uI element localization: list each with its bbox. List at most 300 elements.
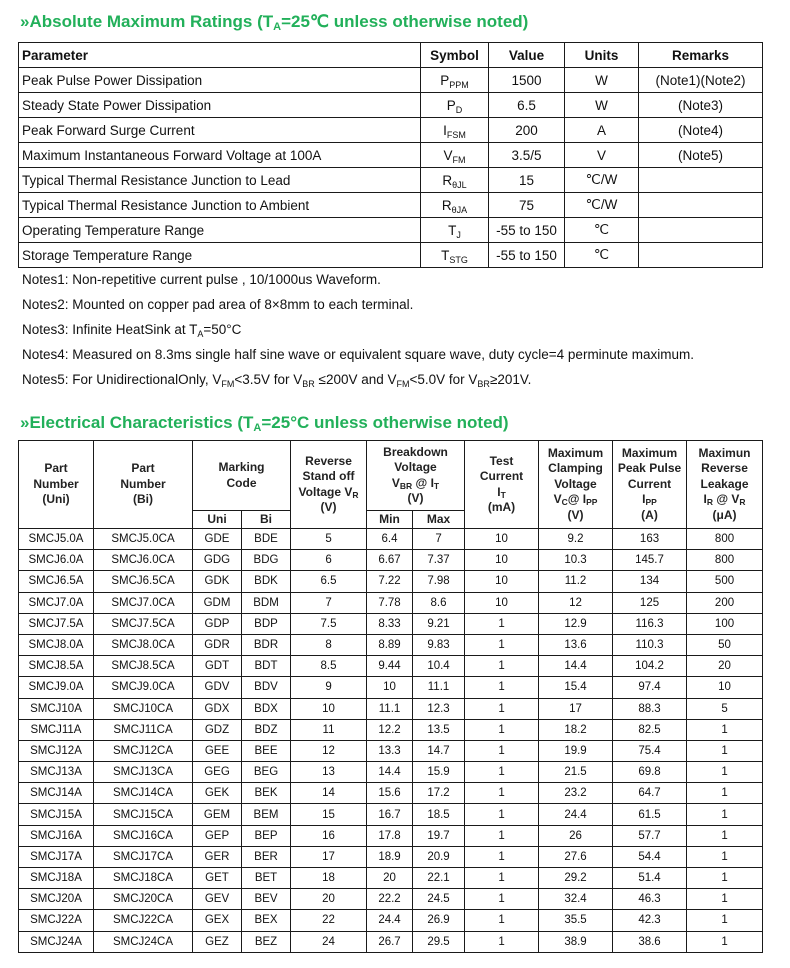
cell-marking-uni: GEK — [193, 783, 242, 804]
cell-vbr-min: 6.4 — [367, 529, 413, 550]
cell-units: ℃ — [565, 243, 639, 268]
cell-value: 200 — [489, 118, 565, 143]
title-text: »Absolute Maximum Ratings (T — [20, 12, 274, 31]
cell-vbr-min: 6.67 — [367, 550, 413, 571]
note-text: ≤200V and V — [314, 372, 397, 387]
cell-part-uni: SMCJ20A — [19, 889, 94, 910]
cell-ipp: 57.7 — [613, 825, 687, 846]
cell-vbr-min: 17.8 — [367, 825, 413, 846]
cell-vbr-max: 13.5 — [413, 719, 465, 740]
cell-vbr-min: 9.44 — [367, 656, 413, 677]
cell-vbr-max: 20.9 — [413, 846, 465, 867]
cell-marking-uni: GEZ — [193, 931, 242, 952]
cell-marking-uni: GDZ — [193, 719, 242, 740]
cell-part-bi: SMCJ6.5CA — [94, 571, 193, 592]
note-2: Notes2: Mounted on copper pad area of 8×8mm to each terminal. — [22, 297, 414, 312]
cell-marking-bi: BET — [242, 868, 291, 889]
cell-marking-bi: BDZ — [242, 719, 291, 740]
table-row — [19, 613, 763, 634]
cell-ir: 500 — [687, 571, 763, 592]
cell-vbr-min: 11.1 — [367, 698, 413, 719]
cell-ipp: 64.7 — [613, 783, 687, 804]
cell-units: W — [565, 68, 639, 93]
cell-vbr-min: 8.89 — [367, 634, 413, 655]
cell-units: A — [565, 118, 639, 143]
cell-remarks — [639, 193, 763, 218]
cell-it: 1 — [465, 868, 539, 889]
cell-vr: 18 — [291, 868, 367, 889]
cell-parameter: Storage Temperature Range — [19, 243, 421, 268]
cell-part-uni: SMCJ8.5A — [19, 656, 94, 677]
cell-part-uni: SMCJ14A — [19, 783, 94, 804]
cell-vc: 18.2 — [539, 719, 613, 740]
cell-ir: 1 — [687, 804, 763, 825]
cell-vr: 7.5 — [291, 613, 367, 634]
cell-vr: 11 — [291, 719, 367, 740]
note-subscript: FM — [396, 379, 410, 389]
table-row — [19, 118, 763, 143]
cell-marking-uni: GDP — [193, 613, 242, 634]
cell-remarks: (Note3) — [639, 93, 763, 118]
cell-ipp: 61.5 — [613, 804, 687, 825]
absolute-max-ratings-table — [18, 42, 763, 268]
cell-ir: 1 — [687, 783, 763, 804]
cell-parameter: Typical Thermal Resistance Junction to Lead — [19, 168, 421, 193]
cell-marking-bi: BDK — [242, 571, 291, 592]
cell-part-bi: SMCJ22CA — [94, 910, 193, 931]
cell-part-bi: SMCJ18CA — [94, 868, 193, 889]
cell-ir: 50 — [687, 634, 763, 655]
cell-vc: 38.9 — [539, 931, 613, 952]
cell-vr: 8.5 — [291, 656, 367, 677]
cell-it: 1 — [465, 825, 539, 846]
cell-vbr-min: 8.33 — [367, 613, 413, 634]
cell-vbr-max: 15.9 — [413, 762, 465, 783]
note-text: =50°C — [203, 322, 242, 337]
cell-vbr-max: 9.83 — [413, 634, 465, 655]
cell-ir: 800 — [687, 550, 763, 571]
table-row — [19, 846, 763, 867]
cell-vr: 5 — [291, 529, 367, 550]
cell-symbol: $P_D$ — [421, 93, 489, 118]
table-header-row — [19, 43, 763, 68]
cell-it: 1 — [465, 804, 539, 825]
cell-marking-uni: GDX — [193, 698, 242, 719]
cell-part-bi: SMCJ8.5CA — [94, 656, 193, 677]
cell-part-uni: SMCJ6.5A — [19, 571, 94, 592]
cell-vbr-max: 26.9 — [413, 910, 465, 931]
note-1: Notes1: Non-repetitive current pulse , 10/1000us Waveform. — [22, 272, 381, 287]
cell-vbr-max: 8.6 — [413, 592, 465, 613]
electrical-characteristics-table — [18, 440, 763, 953]
note-3 — [22, 322, 241, 337]
cell-vbr-max: 17.2 — [413, 783, 465, 804]
cell-remarks — [639, 168, 763, 193]
cell-units: ℃/W — [565, 168, 639, 193]
cell-ipp: 145.7 — [613, 550, 687, 571]
cell-vc: 9.2 — [539, 529, 613, 550]
table-row — [19, 243, 763, 268]
cell-ipp: 54.4 — [613, 846, 687, 867]
cell-vbr-min: 16.7 — [367, 804, 413, 825]
table-row — [19, 825, 763, 846]
cell-part-bi: SMCJ9.0CA — [94, 677, 193, 698]
cell-marking-uni: GDM — [193, 592, 242, 613]
table-row — [19, 592, 763, 613]
title-text: =25℃ unless otherwise noted) — [281, 12, 529, 31]
cell-vbr-min: 12.2 — [367, 719, 413, 740]
cell-marking-bi: BDP — [242, 613, 291, 634]
cell-remarks — [639, 243, 763, 268]
cell-vc: 21.5 — [539, 762, 613, 783]
cell-it: 1 — [465, 698, 539, 719]
cell-part-uni: SMCJ13A — [19, 762, 94, 783]
cell-vc: 19.9 — [539, 740, 613, 761]
table-row — [19, 889, 763, 910]
header-test-current: Test Current $I_T$ (mA) — [465, 441, 539, 529]
cell-part-uni: SMCJ10A — [19, 698, 94, 719]
cell-vc: 10.3 — [539, 550, 613, 571]
cell-vbr-max: 18.5 — [413, 804, 465, 825]
cell-marking-uni: GDE — [193, 529, 242, 550]
cell-marking-bi: BEG — [242, 762, 291, 783]
cell-part-uni: SMCJ7.0A — [19, 592, 94, 613]
cell-ir: 1 — [687, 825, 763, 846]
cell-ipp: 46.3 — [613, 889, 687, 910]
table-row — [19, 931, 763, 952]
table-row — [19, 719, 763, 740]
cell-ir: 20 — [687, 656, 763, 677]
cell-marking-bi: BDE — [242, 529, 291, 550]
cell-vbr-min: 22.2 — [367, 889, 413, 910]
cell-ipp: 134 — [613, 571, 687, 592]
cell-symbol: $R_{\theta JA}$ — [421, 193, 489, 218]
cell-parameter: Maximum Instantaneous Forward Voltage at 100A — [19, 143, 421, 168]
cell-vc: 15.4 — [539, 677, 613, 698]
cell-marking-bi: BEK — [242, 783, 291, 804]
header-reverse-standoff-voltage: Reverse Stand off Voltage $V_R$ (V) — [291, 441, 367, 529]
header-max-peak-pulse-current: Maximum Peak Pulse Current $I_{PP}$ (A) — [613, 441, 687, 529]
cell-part-bi: SMCJ11CA — [94, 719, 193, 740]
cell-marking-uni: GER — [193, 846, 242, 867]
table-row — [19, 93, 763, 118]
note-4: Notes4: Measured on 8.3ms single half sine wave or equivalent square wave, duty cycle=4 perminute maximum. — [22, 347, 694, 362]
cell-vr: 6.5 — [291, 571, 367, 592]
cell-vbr-max: 11.1 — [413, 677, 465, 698]
cell-it: 1 — [465, 931, 539, 952]
cell-it: 10 — [465, 529, 539, 550]
cell-marking-bi: BEM — [242, 804, 291, 825]
header-marking-code: Marking Code — [193, 441, 291, 511]
cell-ipp: 110.3 — [613, 634, 687, 655]
cell-symbol: $T_{STG}$ — [421, 243, 489, 268]
note-text: Notes5: For UnidirectionalOnly, V — [22, 372, 222, 387]
cell-marking-bi: BDM — [242, 592, 291, 613]
cell-parameter: Typical Thermal Resistance Junction to Ambient — [19, 193, 421, 218]
header-marking-uni: Uni — [193, 511, 242, 529]
cell-symbol: $T_J$ — [421, 218, 489, 243]
table-row — [19, 698, 763, 719]
cell-value: -55 to 150 — [489, 218, 565, 243]
table-row — [19, 868, 763, 889]
cell-it: 10 — [465, 571, 539, 592]
cell-ir: 1 — [687, 868, 763, 889]
title-text: »Electrical Characteristics (T — [20, 413, 254, 432]
table-row — [19, 68, 763, 93]
cell-vc: 27.6 — [539, 846, 613, 867]
cell-part-bi: SMCJ13CA — [94, 762, 193, 783]
cell-marking-bi: BDX — [242, 698, 291, 719]
cell-marking-uni: GEP — [193, 825, 242, 846]
cell-value: 15 — [489, 168, 565, 193]
cell-parameter: Peak Pulse Power Dissipation — [19, 68, 421, 93]
cell-marking-uni: GDG — [193, 550, 242, 571]
cell-ipp: 51.4 — [613, 868, 687, 889]
cell-symbol: $V_{FM}$ — [421, 143, 489, 168]
header-part-number-bi: Part Number (Bi) — [94, 441, 193, 529]
cell-vbr-min: 10 — [367, 677, 413, 698]
cell-units: ℃/W — [565, 193, 639, 218]
cell-vbr-max: 22.1 — [413, 868, 465, 889]
cell-vr: 10 — [291, 698, 367, 719]
header-max-reverse-leakage: Maximun Reverse Leakage $I_R$ @ $V_R$ (μA) — [687, 441, 763, 529]
cell-ir: 1 — [687, 931, 763, 952]
cell-marking-uni: GDR — [193, 634, 242, 655]
cell-value: -55 to 150 — [489, 243, 565, 268]
header-units: Units — [565, 43, 639, 68]
cell-symbol: $P_{PPM}$ — [421, 68, 489, 93]
cell-vr: 14 — [291, 783, 367, 804]
cell-vbr-max: 19.7 — [413, 825, 465, 846]
cell-vbr-max: 24.5 — [413, 889, 465, 910]
cell-value: 6.5 — [489, 93, 565, 118]
cell-part-uni: SMCJ16A — [19, 825, 94, 846]
cell-vr: 16 — [291, 825, 367, 846]
cell-marking-bi: BEZ — [242, 931, 291, 952]
cell-ir: 1 — [687, 740, 763, 761]
cell-vc: 11.2 — [539, 571, 613, 592]
note-text: <5.0V for V — [409, 372, 478, 387]
cell-ir: 1 — [687, 889, 763, 910]
header-breakdown-voltage: Breakdown Voltage $V_{BR}$ @ $I_T$ (V) — [367, 441, 465, 511]
table-row — [19, 571, 763, 592]
cell-part-uni: SMCJ5.0A — [19, 529, 94, 550]
cell-vbr-min: 13.3 — [367, 740, 413, 761]
electrical-characteristics-title — [20, 413, 509, 433]
cell-parameter: Operating Temperature Range — [19, 218, 421, 243]
cell-ir: 10 — [687, 677, 763, 698]
cell-vbr-min: 14.4 — [367, 762, 413, 783]
table-row — [19, 143, 763, 168]
header-breakdown-max: Max — [413, 511, 465, 529]
cell-marking-bi: BEP — [242, 825, 291, 846]
cell-vc: 17 — [539, 698, 613, 719]
cell-marking-uni: GEG — [193, 762, 242, 783]
cell-vr: 8 — [291, 634, 367, 655]
title-subscript: A — [253, 422, 262, 434]
cell-it: 1 — [465, 910, 539, 931]
table-row — [19, 656, 763, 677]
cell-it: 10 — [465, 592, 539, 613]
table-row — [19, 634, 763, 655]
cell-it: 1 — [465, 846, 539, 867]
note-text: ≥201V. — [489, 372, 532, 387]
cell-vbr-min: 20 — [367, 868, 413, 889]
header-marking-bi: Bi — [242, 511, 291, 529]
cell-vr: 24 — [291, 931, 367, 952]
cell-it: 1 — [465, 783, 539, 804]
cell-marking-bi: BDR — [242, 634, 291, 655]
cell-vc: 12 — [539, 592, 613, 613]
cell-marking-uni: GEX — [193, 910, 242, 931]
table-row — [19, 550, 763, 571]
cell-ipp: 88.3 — [613, 698, 687, 719]
header-max-clamping-voltage: Maximum Clamping Voltage $V_C@$ $I_{PP}$ (V) — [539, 441, 613, 529]
cell-vr: 20 — [291, 889, 367, 910]
cell-part-bi: SMCJ15CA — [94, 804, 193, 825]
table-row — [19, 804, 763, 825]
cell-it: 1 — [465, 889, 539, 910]
cell-vbr-max: 9.21 — [413, 613, 465, 634]
cell-marking-uni: GDV — [193, 677, 242, 698]
cell-part-uni: SMCJ11A — [19, 719, 94, 740]
note-text: Notes3: Infinite HeatSink at T — [22, 322, 198, 337]
cell-it: 1 — [465, 634, 539, 655]
cell-ipp: 69.8 — [613, 762, 687, 783]
cell-part-bi: SMCJ20CA — [94, 889, 193, 910]
note-subscript: BR — [477, 379, 490, 389]
cell-part-bi: SMCJ24CA — [94, 931, 193, 952]
cell-marking-uni: GEE — [193, 740, 242, 761]
cell-ipp: 38.6 — [613, 931, 687, 952]
cell-marking-bi: BEV — [242, 889, 291, 910]
cell-vbr-max: 10.4 — [413, 656, 465, 677]
table-header-row — [19, 441, 763, 511]
cell-remarks: (Note4) — [639, 118, 763, 143]
cell-value: 3.5/5 — [489, 143, 565, 168]
cell-remarks: (Note5) — [639, 143, 763, 168]
table-row — [19, 783, 763, 804]
cell-ir: 5 — [687, 698, 763, 719]
cell-part-bi: SMCJ16CA — [94, 825, 193, 846]
cell-part-uni: SMCJ18A — [19, 868, 94, 889]
table-row — [19, 910, 763, 931]
cell-value: 75 — [489, 193, 565, 218]
cell-part-uni: SMCJ8.0A — [19, 634, 94, 655]
cell-part-bi: SMCJ7.0CA — [94, 592, 193, 613]
note-subscript: A — [197, 329, 204, 339]
cell-vc: 23.2 — [539, 783, 613, 804]
note-subscript: BR — [302, 379, 315, 389]
cell-marking-uni: GDK — [193, 571, 242, 592]
cell-part-bi: SMCJ10CA — [94, 698, 193, 719]
cell-marking-bi: BER — [242, 846, 291, 867]
table-row — [19, 529, 763, 550]
note-text: <3.5V for V — [234, 372, 303, 387]
cell-it: 1 — [465, 740, 539, 761]
cell-it: 1 — [465, 719, 539, 740]
cell-symbol: $I_{FSM}$ — [421, 118, 489, 143]
cell-part-uni: SMCJ12A — [19, 740, 94, 761]
table-row — [19, 740, 763, 761]
cell-vr: 17 — [291, 846, 367, 867]
cell-ir: 100 — [687, 613, 763, 634]
cell-vc: 12.9 — [539, 613, 613, 634]
cell-units: ℃ — [565, 218, 639, 243]
cell-part-bi: SMCJ7.5CA — [94, 613, 193, 634]
note-subscript: FM — [221, 379, 235, 389]
cell-remarks — [639, 218, 763, 243]
cell-vr: 6 — [291, 550, 367, 571]
cell-vbr-max: 12.3 — [413, 698, 465, 719]
cell-vc: 32.4 — [539, 889, 613, 910]
cell-marking-uni: GDT — [193, 656, 242, 677]
cell-ipp: 104.2 — [613, 656, 687, 677]
cell-ir: 1 — [687, 846, 763, 867]
table-row — [19, 677, 763, 698]
cell-vbr-max: 7 — [413, 529, 465, 550]
cell-parameter: Steady State Power Dissipation — [19, 93, 421, 118]
cell-part-bi: SMCJ6.0CA — [94, 550, 193, 571]
cell-part-bi: SMCJ5.0CA — [94, 529, 193, 550]
cell-vbr-max: 7.37 — [413, 550, 465, 571]
cell-ir: 1 — [687, 910, 763, 931]
cell-ipp: 125 — [613, 592, 687, 613]
cell-ipp: 82.5 — [613, 719, 687, 740]
cell-part-uni: SMCJ6.0A — [19, 550, 94, 571]
cell-units: W — [565, 93, 639, 118]
cell-it: 10 — [465, 550, 539, 571]
note-5 — [22, 372, 531, 387]
cell-vc: 24.4 — [539, 804, 613, 825]
table-row — [19, 193, 763, 218]
cell-it: 1 — [465, 613, 539, 634]
cell-part-uni: SMCJ17A — [19, 846, 94, 867]
title-subscript: A — [273, 21, 282, 33]
cell-ipp: 163 — [613, 529, 687, 550]
absolute-max-ratings-title — [20, 12, 528, 32]
cell-vr: 7 — [291, 592, 367, 613]
cell-vbr-max: 14.7 — [413, 740, 465, 761]
cell-ipp: 116.3 — [613, 613, 687, 634]
table-row — [19, 168, 763, 193]
header-parameter: Parameter — [19, 43, 421, 68]
cell-part-bi: SMCJ12CA — [94, 740, 193, 761]
cell-vbr-min: 7.22 — [367, 571, 413, 592]
cell-symbol: $R_{\theta JL}$ — [421, 168, 489, 193]
cell-marking-bi: BDG — [242, 550, 291, 571]
cell-it: 1 — [465, 677, 539, 698]
cell-ipp: 75.4 — [613, 740, 687, 761]
cell-marking-uni: GET — [193, 868, 242, 889]
cell-part-bi: SMCJ17CA — [94, 846, 193, 867]
cell-part-uni: SMCJ7.5A — [19, 613, 94, 634]
cell-ir: 200 — [687, 592, 763, 613]
table-row — [19, 218, 763, 243]
cell-part-bi: SMCJ14CA — [94, 783, 193, 804]
cell-vc: 14.4 — [539, 656, 613, 677]
cell-vc: 29.2 — [539, 868, 613, 889]
cell-units: V — [565, 143, 639, 168]
cell-vc: 26 — [539, 825, 613, 846]
cell-marking-bi: BDV — [242, 677, 291, 698]
cell-value: 1500 — [489, 68, 565, 93]
cell-marking-bi: BEX — [242, 910, 291, 931]
header-value: Value — [489, 43, 565, 68]
cell-marking-bi: BEE — [242, 740, 291, 761]
cell-vr: 13 — [291, 762, 367, 783]
cell-vc: 13.6 — [539, 634, 613, 655]
